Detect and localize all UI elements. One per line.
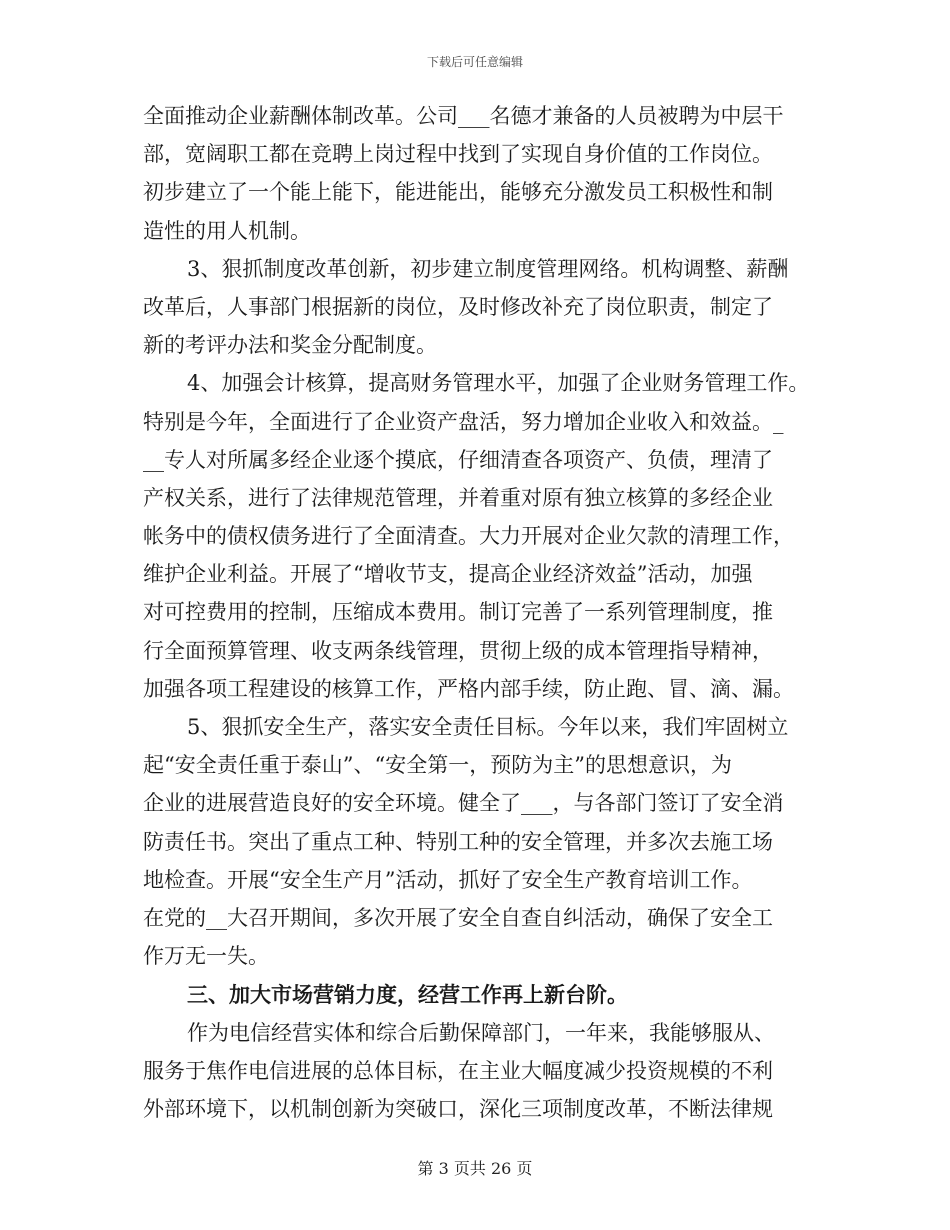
- text-line: 作万无一失。: [143, 944, 269, 969]
- document-body: [143, 104, 813, 1135]
- text-line: 服务于焦作电信进展的总体目标，在主业大幅度减少投资规模的不利: [143, 1058, 773, 1083]
- text-line: 作为电信经营实体和综合后勤保障部门，一年来，我能够服从、: [187, 1020, 775, 1045]
- page-footer: 第 3 页共 26 页: [417, 1159, 533, 1178]
- text-line: 改革后，人事部门根据新的岗位，及时修改补充了岗位职责，制定了: [143, 294, 773, 319]
- text-line: 维护企业利益。开展了“增收节支，提高企业经济效益”活动，加强: [143, 562, 753, 587]
- text-line: 新的考评办法和奖金分配制度。: [143, 333, 437, 358]
- text-line: 起“安全责任重于泰山”、“安全第一，预防为主”的思想意识，为: [143, 753, 732, 778]
- text-line: 外部环境下，以机制创新为突破口，深化三项制度改革，不断法律规: [143, 1096, 773, 1121]
- text-line: 产权关系，进行了法律规范管理，并着重对原有独立核算的多经企业: [143, 485, 773, 510]
- text-line: 对可控费用的控制，压缩成本费用。制订完善了一系列管理制度，推: [143, 600, 773, 625]
- text-line: 加强各项工程建设的核算工作，严格内部手续，防止跑、冒、滴、漏。: [143, 676, 794, 701]
- page-header: 下载后可任意编辑: [426, 55, 523, 69]
- text-line: 4、加强会计核算，提高财务管理水平，加强了企业财务管理工作。: [187, 371, 810, 396]
- text-line: 5、狠抓安全生产，落实安全责任目标。今年以来，我们牢固树立: [187, 715, 789, 739]
- text-line: 特别是今年，全面进行了企业资产盘活，努力增加企业收入和效益。_: [143, 409, 784, 434]
- text-line: 造性的用人机制。: [143, 218, 311, 243]
- text-line: 行全面预算管理、收支两条线管理，贯彻上级的成本管理指导精神，: [143, 638, 773, 663]
- text-line: 企业的进展营造良好的安全环境。健全了___，与各部门签订了安全消: [143, 791, 784, 816]
- text-line: 防责任书。突出了重点工种、特别工种的安全管理，并多次去施工场: [143, 829, 773, 854]
- text-line: 初步建立了一个能上能下，能进能出，能够充分激发员工积极性和制: [143, 180, 773, 205]
- text-line: 部，宽阔职工都在竞聘上岗过程中找到了实现自身价值的工作岗位。: [143, 142, 773, 167]
- text-line: 全面推动企业薪酬体制改革。公司___名德才兼备的人员被聘为中层干: [143, 104, 784, 128]
- text-line: 3、狠抓制度改革创新，初步建立制度管理网络。机构调整、薪酬: [187, 256, 789, 281]
- section-heading: 三、加大市场营销力度，经营工作再上新台阶。: [187, 982, 628, 1008]
- text-line: __专人对所属多经企业逐个摸底，仔细清查各项资产、负债，理清了: [143, 447, 773, 472]
- text-line: 在党的__大召开期间，多次开展了安全自查自纠活动，确保了安全工: [143, 905, 773, 930]
- text-line: 帐务中的债权债务进行了全面清查。大力开展对企业欠款的清理工作，: [143, 524, 794, 549]
- text-line: 地检查。开展“安全生产月”活动，抓好了安全生产教育培训工作。: [143, 867, 753, 892]
